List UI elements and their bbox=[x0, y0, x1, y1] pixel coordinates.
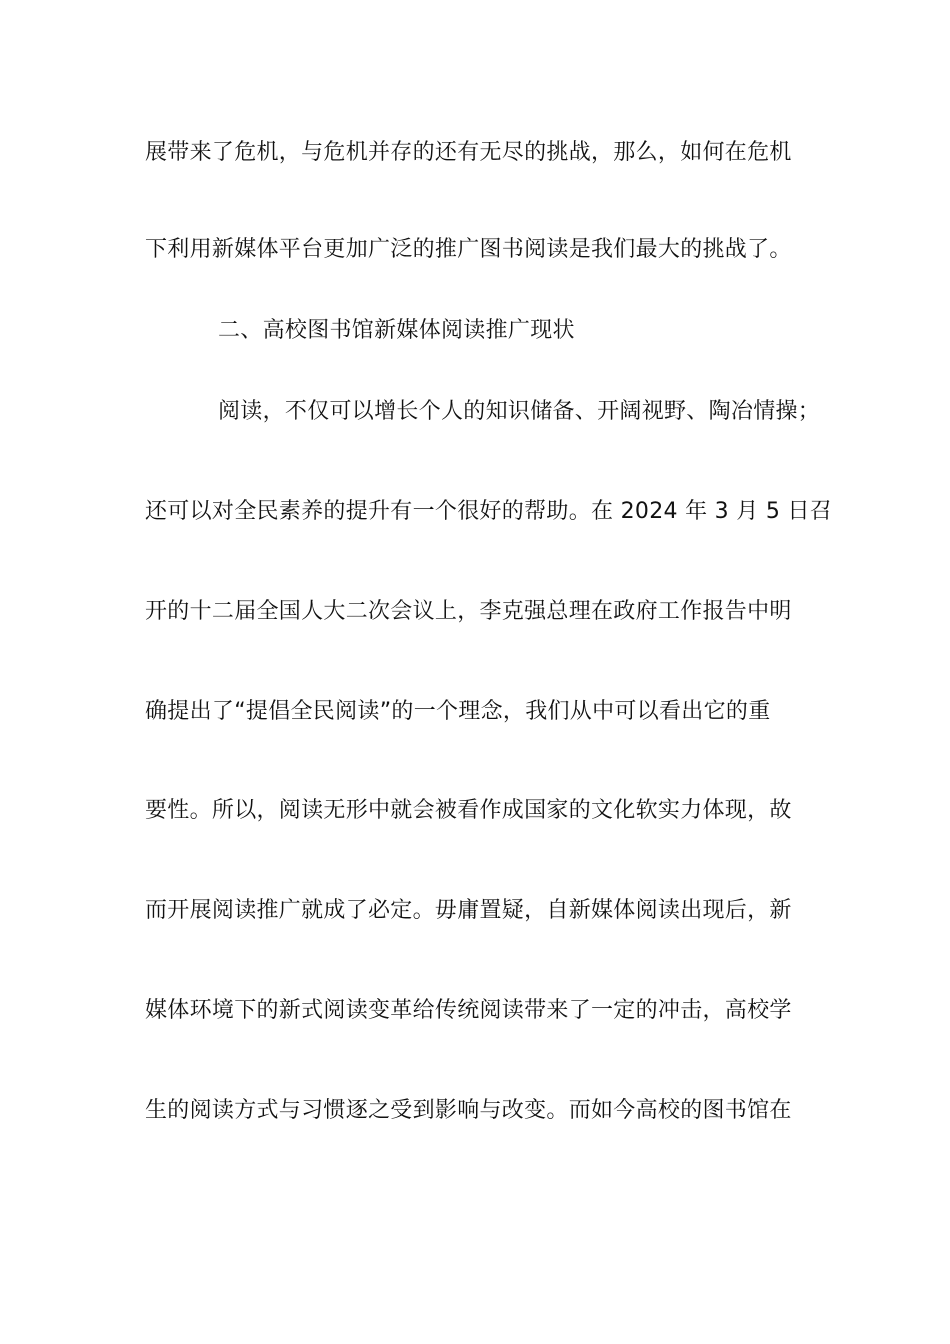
body-text-line: 生的阅读方式与习惯逐之受到影响与改变。而如今高校的图书馆在 bbox=[145, 1098, 792, 1123]
body-text-line: 要性。所以，阅读无形中就会被看作成国家的文化软实力体现，故 bbox=[145, 798, 792, 823]
body-text-line: 还可以对全民素养的提升有一个很好的帮助。在 2024 年 3 月 5 日召 bbox=[145, 499, 833, 524]
body-text-line: 展带来了危机，与危机并存的还有无尽的挑战，那么，如何在危机 bbox=[145, 140, 792, 165]
body-text-line: 开的十二届全国人大二次会议上，李克强总理在政府工作报告中明 bbox=[145, 599, 792, 624]
body-text-line: 媒体环境下的新式阅读变革给传统阅读带来了一定的冲击，高校学 bbox=[145, 998, 792, 1023]
body-text-line: 确提出了“提倡全民阅读”的一个理念，我们从中可以看出它的重 bbox=[145, 699, 771, 724]
body-text-line: 下利用新媒体平台更加广泛的推广图书阅读是我们最大的挑战了。 bbox=[145, 237, 792, 262]
paragraph-first-line: 阅读，不仅可以增长个人的知识储备、开阔视野、陶冶情操； bbox=[218, 399, 821, 424]
body-text-line: 而开展阅读推广就成了必定。毋庸置疑，自新媒体阅读出现后，新 bbox=[145, 898, 792, 923]
section-heading: 二、高校图书馆新媒体阅读推广现状 bbox=[218, 318, 575, 343]
